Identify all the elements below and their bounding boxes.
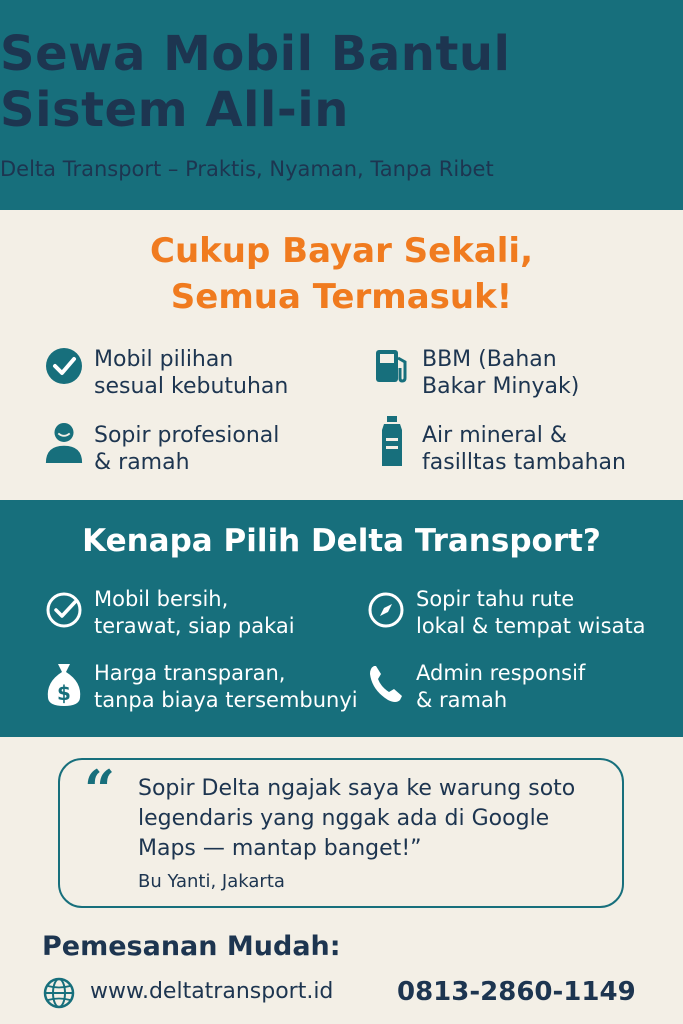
why-item-local-route	[366, 586, 646, 640]
why-item-line-1: Admin responsif	[416, 661, 586, 685]
included-item-car	[44, 346, 288, 400]
why-item-line-1: Sopir tahu rute	[416, 587, 575, 611]
check-circle-icon	[44, 346, 84, 386]
compass-icon	[366, 590, 406, 630]
phone-icon	[366, 664, 406, 704]
why-item-transparent-price	[44, 660, 358, 714]
phone-number[interactable]: 0813-2860-1149	[397, 977, 636, 1007]
why-item-line-1: Mobil bersih,	[94, 587, 229, 611]
included-headline	[0, 228, 683, 320]
why-item-line-2: lokal & tempat wisata	[416, 614, 646, 638]
water-bottle-icon	[372, 422, 412, 462]
why-item-line-2: & ramah	[416, 688, 508, 712]
headline-line-1: Cukup Bayar Sekali,	[150, 231, 533, 271]
page-subtitle: Delta Transport – Praktis, Nyaman, Tanpa Ribet	[0, 157, 494, 181]
driver-icon	[44, 422, 84, 462]
why-item-clean-car	[44, 586, 295, 640]
money-bag-icon	[44, 664, 84, 704]
included-item-driver	[44, 422, 279, 476]
testimonial-quote: Sopir Delta ngajak saya ke warung soto legendaris yang nggak ada di Google Maps — mantap banget!”	[138, 776, 576, 861]
included-item-line-2: Bakar Minyak)	[422, 374, 580, 399]
included-item-line-2: & ramah	[94, 450, 190, 475]
why-item-line-2: tanpa biaya tersembunyi	[94, 688, 358, 712]
svg-text:$: $	[57, 681, 71, 705]
included-item-water	[372, 422, 626, 476]
included-item-line-1: Mobil pilihan	[94, 347, 234, 372]
included-item-fuel	[372, 346, 579, 400]
why-title: Kenapa Pilih Delta Transport?	[82, 523, 601, 559]
website-link[interactable]: www.deltatransport.id	[90, 979, 334, 1004]
why-item-line-2: terawat, siap pakai	[94, 614, 295, 638]
testimonial-author: Bu Yanti, Jakarta	[138, 871, 285, 892]
included-item-line-2: fasilltas tambahan	[422, 450, 626, 475]
globe-icon	[42, 976, 76, 1010]
title-line-2: Sistem All-in	[0, 82, 349, 138]
order-title: Pemesanan Mudah:	[42, 931, 341, 962]
check-circle-icon	[44, 590, 84, 630]
why-item-line-1: Harga transparan,	[94, 661, 286, 685]
page-title	[0, 26, 683, 138]
included-item-line-1: Air mineral &	[422, 423, 568, 448]
quote-icon: “	[84, 758, 116, 822]
included-item-line-1: BBM (Bahan	[422, 347, 557, 372]
headline-line-2: Semua Termasuk!	[170, 277, 513, 317]
fuel-pump-icon	[372, 346, 412, 386]
title-line-1: Sewa Mobil Bantul	[0, 26, 511, 82]
why-item-admin	[366, 660, 585, 714]
included-item-line-2: sesual kebutuhan	[94, 374, 289, 399]
included-item-line-1: Sopir profesional	[94, 423, 280, 448]
